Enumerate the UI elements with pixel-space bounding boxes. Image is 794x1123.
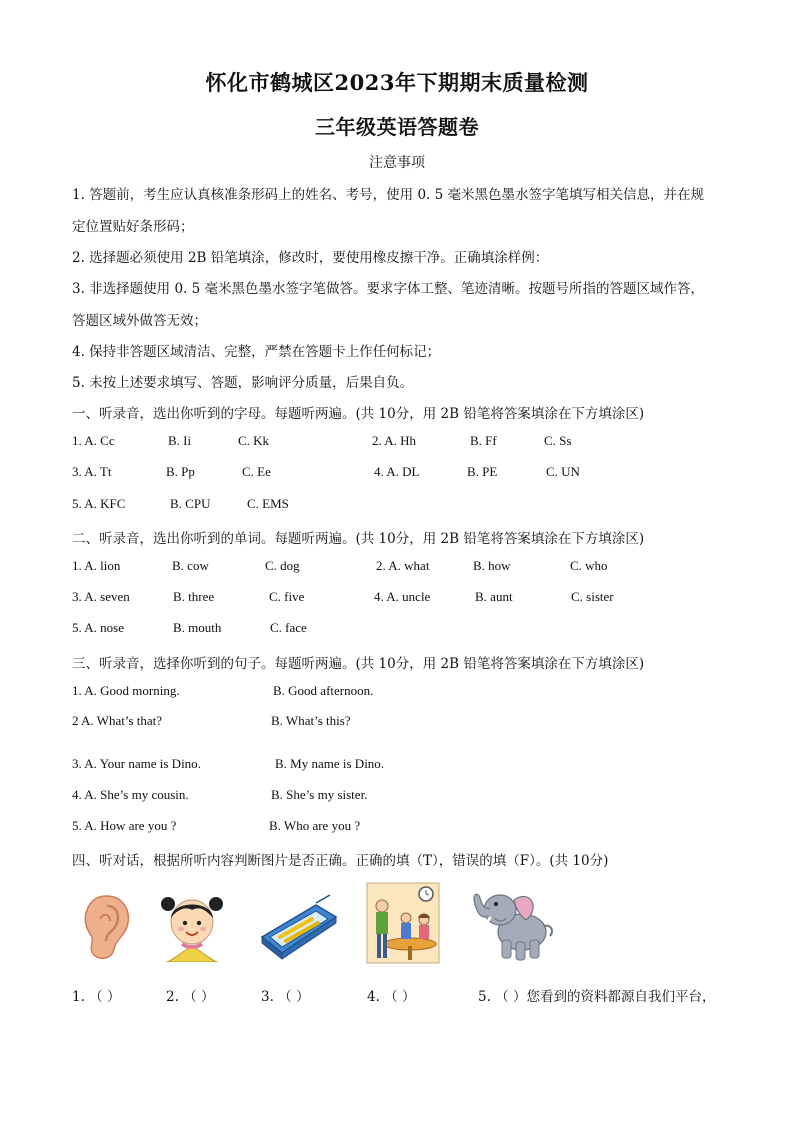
q2-option: C. dog	[265, 558, 300, 573]
q3-option: B. My name is Dino.	[275, 756, 385, 771]
girl-picture	[160, 890, 224, 962]
q4-answer-blank[interactable]: 3. （ ）	[261, 989, 310, 1005]
ear-picture	[80, 893, 132, 963]
family-room-picture	[366, 882, 440, 964]
q1-option: 4. A. DL	[374, 464, 420, 479]
q1-option: B. Pp	[166, 464, 195, 479]
q3-option: 5. A. How are you ?	[72, 818, 177, 833]
q2-option: B. how	[473, 558, 511, 573]
q3-option: 2 A. What’s that?	[72, 713, 163, 728]
elephant-picture	[470, 880, 556, 964]
q1-option: C. Ss	[544, 433, 572, 448]
q2-option: C. who	[570, 558, 608, 573]
section-4-heading: 四、听对话，根据所听内容判断图片是否正确。正确的填（T），错误的填（F）。(共 10分)	[72, 853, 609, 869]
q4-answer-blank[interactable]: 5. （ ）您看到的资料都源自我们平台，	[478, 989, 716, 1005]
q2-option: B. mouth	[173, 620, 222, 635]
notice-line: 3. 非选择题使用 0. 5 毫米黑色墨水签字笔做答。要求字体工整、笔迹清晰。按题号所指的答题区域作答，	[72, 281, 705, 297]
q2-option: 4. A. uncle	[374, 589, 431, 604]
notice-line: 1. 答题前，考生应认真核准条形码上的姓名、考号，使用 0. 5 毫米黑色墨水签字笔填写相关信息，并在规	[72, 187, 705, 203]
q4-answer-blank[interactable]: 4. （ ）	[367, 989, 416, 1005]
q3-option: B. Good afternoon.	[273, 683, 374, 698]
q2-option: 3. A. seven	[72, 589, 130, 604]
notice-line: 答题区域外做答无效；	[72, 313, 207, 329]
notice-line: 定位置贴好条形码；	[72, 219, 194, 235]
q3-option: 3. A. Your name is Dino.	[72, 756, 201, 771]
q1-option: 2. A. Hh	[372, 433, 417, 448]
q2-option: B. aunt	[475, 589, 513, 604]
q2-option: C. sister	[571, 589, 614, 604]
section-1-heading: 一、听录音，选出你听到的字母。每题听两遍。(共 10分，用 2B 铅笔将答案填涂在下方填涂区)	[72, 406, 645, 422]
q3-option: B. Who are you ?	[269, 818, 361, 833]
q2-option: C. five	[269, 589, 305, 604]
q1-option: C. EMS	[247, 496, 289, 511]
notice-line: 5. 未按上述要求填写、答题，影响评分质量，后果自负。	[72, 375, 414, 391]
exam-title: 怀化市鹤城区2023年下期期末质量检测	[205, 70, 589, 95]
section-3-heading: 三、听录音，选择你听到的句子。每题听两遍。(共 10分，用 2B 铅笔将答案填涂在下方填涂区)	[72, 656, 645, 672]
q2-option: C. face	[270, 620, 307, 635]
q1-option: C. Kk	[238, 433, 270, 448]
q1-option: 3. A. Tt	[72, 464, 112, 479]
q2-option: 1. A. lion	[72, 558, 121, 573]
q2-option: 2. A. what	[376, 558, 430, 573]
q3-option: B. She’s my sister.	[271, 787, 368, 802]
notice-line: 2. 选择题必须使用 2B 铅笔填涂，修改时，要使用橡皮擦干净。正确填涂样例：	[72, 250, 549, 266]
q3-option: 1. A. Good morning.	[72, 683, 180, 698]
q1-option: B. CPU	[170, 496, 211, 511]
exam-subtitle: 三年级英语答题卷	[315, 115, 479, 139]
pencil-box-picture	[258, 893, 340, 963]
q1-option: B. Ff	[470, 433, 497, 448]
q1-option: B. PE	[467, 464, 498, 479]
notice-title: 注意事项	[369, 155, 425, 171]
section-2-heading: 二、听录音，选出你听到的单词。每题听两遍。(共 10分，用 2B 铅笔将答案填涂在下方填涂区)	[72, 531, 645, 547]
q1-option: B. Ii	[168, 433, 192, 448]
q1-option: C. Ee	[242, 464, 271, 479]
q1-option: 1. A. Cc	[72, 433, 115, 448]
q1-option: C. UN	[546, 464, 580, 479]
q4-answer-blank[interactable]: 1. （ ）	[72, 989, 121, 1005]
q1-option: 5. A. KFC	[72, 496, 126, 511]
notice-line: 4. 保持非答题区域清洁、完整，严禁在答题卡上作任何标记；	[72, 344, 441, 360]
q4-answer-blank[interactable]: 2. （ ）	[166, 989, 215, 1005]
q2-option: B. cow	[172, 558, 209, 573]
q3-option: 4. A. She’s my cousin.	[72, 787, 189, 802]
q2-option: 5. A. nose	[72, 620, 124, 635]
q3-option: B. What’s this?	[271, 713, 351, 728]
q2-option: B. three	[173, 589, 215, 604]
